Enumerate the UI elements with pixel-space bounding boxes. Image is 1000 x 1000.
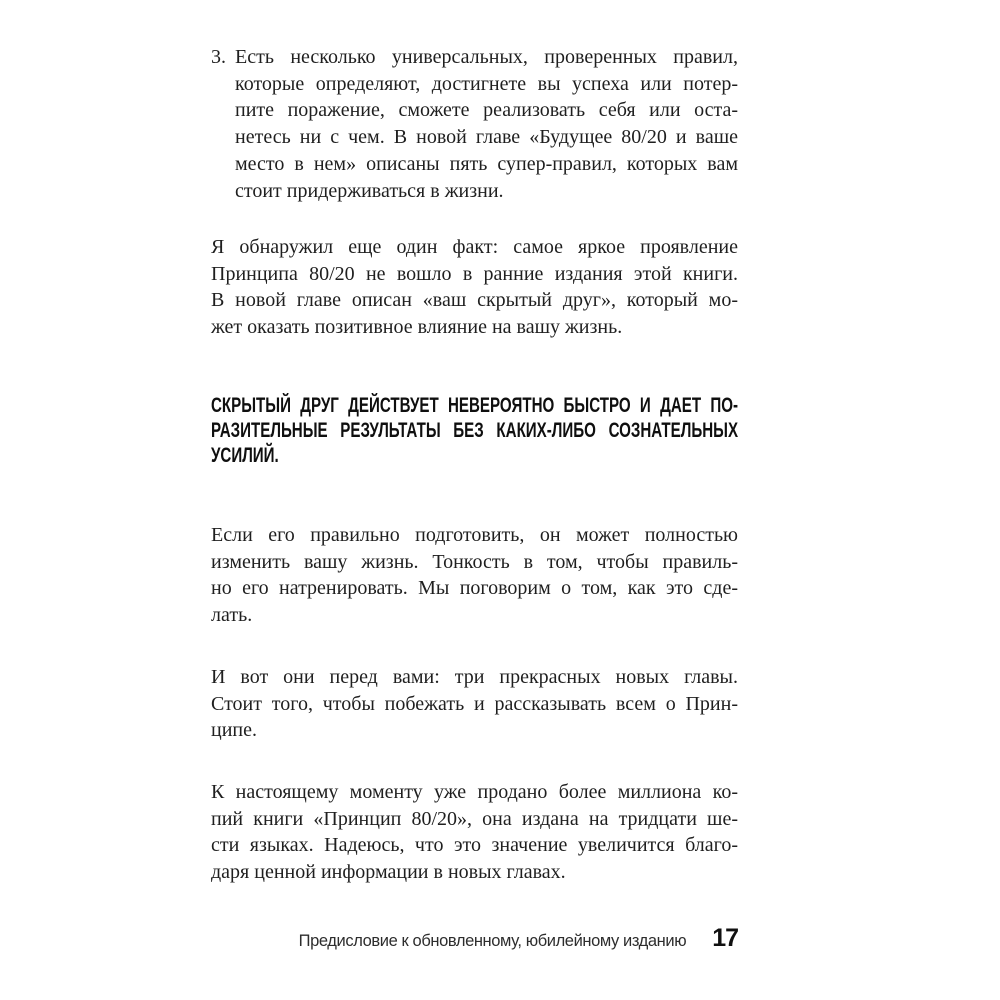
text-line: Есть несколько универсальных, проверенных правил, xyxy=(235,46,738,68)
list-item-text xyxy=(235,44,738,204)
text-line: даря ценной информации в новых главах. xyxy=(211,861,566,884)
section-heading-text xyxy=(211,393,738,468)
text-line: Я обнаружил еще один факт: самое яркое проявление xyxy=(211,236,738,258)
text-line: пий книги «Принцип 80/20», она издана на тридцати ше- xyxy=(211,807,738,830)
running-footer xyxy=(211,924,738,953)
paragraph-million-copies xyxy=(211,779,738,886)
paragraph-train-friend xyxy=(211,522,738,629)
text-line: И вот они перед вами: три прекрасных новых главы. xyxy=(211,666,738,688)
text-line: Стоит того, чтобы побежать и рассказывать всем о Прин- xyxy=(211,692,738,715)
text-line: изменить вашу жизнь. Тонкость в том, чтобы правиль- xyxy=(211,550,738,573)
text-line: В новой главе описан «ваш скрытый друг», который мо- xyxy=(211,289,738,312)
page-number: 17 xyxy=(712,924,738,952)
text-line: но его натренировать. Мы поговорим о том, как это сде- xyxy=(211,577,738,600)
paragraph-three-chapters xyxy=(211,664,738,744)
text-line: лать. xyxy=(211,604,253,627)
text-line: Принципа 80/20 не вошло в ранние издания этой книги. xyxy=(211,262,738,285)
text-line: нетесь ни с чем. В новой главе «Будущее 80/20 и ваше xyxy=(235,126,738,149)
text-line: ципе. xyxy=(211,719,257,742)
list-item-number: 3. xyxy=(211,46,226,68)
footer-running-title: Предисловие к обновленному, юбилейному изданию xyxy=(298,932,687,950)
text-line: УСИЛИЙ. xyxy=(211,444,279,467)
text-line: которые определяют, достигнете вы успеха или потер- xyxy=(235,72,738,95)
text-line: Если его правильно подготовить, он может полностью xyxy=(211,524,738,546)
text-line: сти языках. Надеюсь, что это значение увеличится благо- xyxy=(211,834,738,857)
list-item-3 xyxy=(211,44,738,204)
text-line: К настоящему моменту уже продано более миллиона ко- xyxy=(211,781,738,803)
section-heading xyxy=(211,393,738,468)
text-line: место в нем» описаны пять супер-правил, которых вам xyxy=(235,152,738,175)
text-line: пите поражение, сможете реализовать себя или оста- xyxy=(235,99,738,122)
text-line: СКРЫТЫЙ ДРУГ ДЕЙСТВУЕТ НЕВЕРОЯТНО БЫСТРО И ДАЕТ ПО- xyxy=(211,394,739,417)
paragraph-hidden-friend-intro xyxy=(211,234,738,341)
text-line: РАЗИТЕЛЬНЫЕ РЕЗУЛЬТАТЫ БЕЗ КАКИХ-ЛИБО СОЗНАТЕЛЬНЫХ xyxy=(211,419,739,442)
text-line: стоит придерживаться в жизни. xyxy=(235,179,504,202)
text-line: жет оказать позитивное влияние на вашу жизнь. xyxy=(211,316,623,339)
